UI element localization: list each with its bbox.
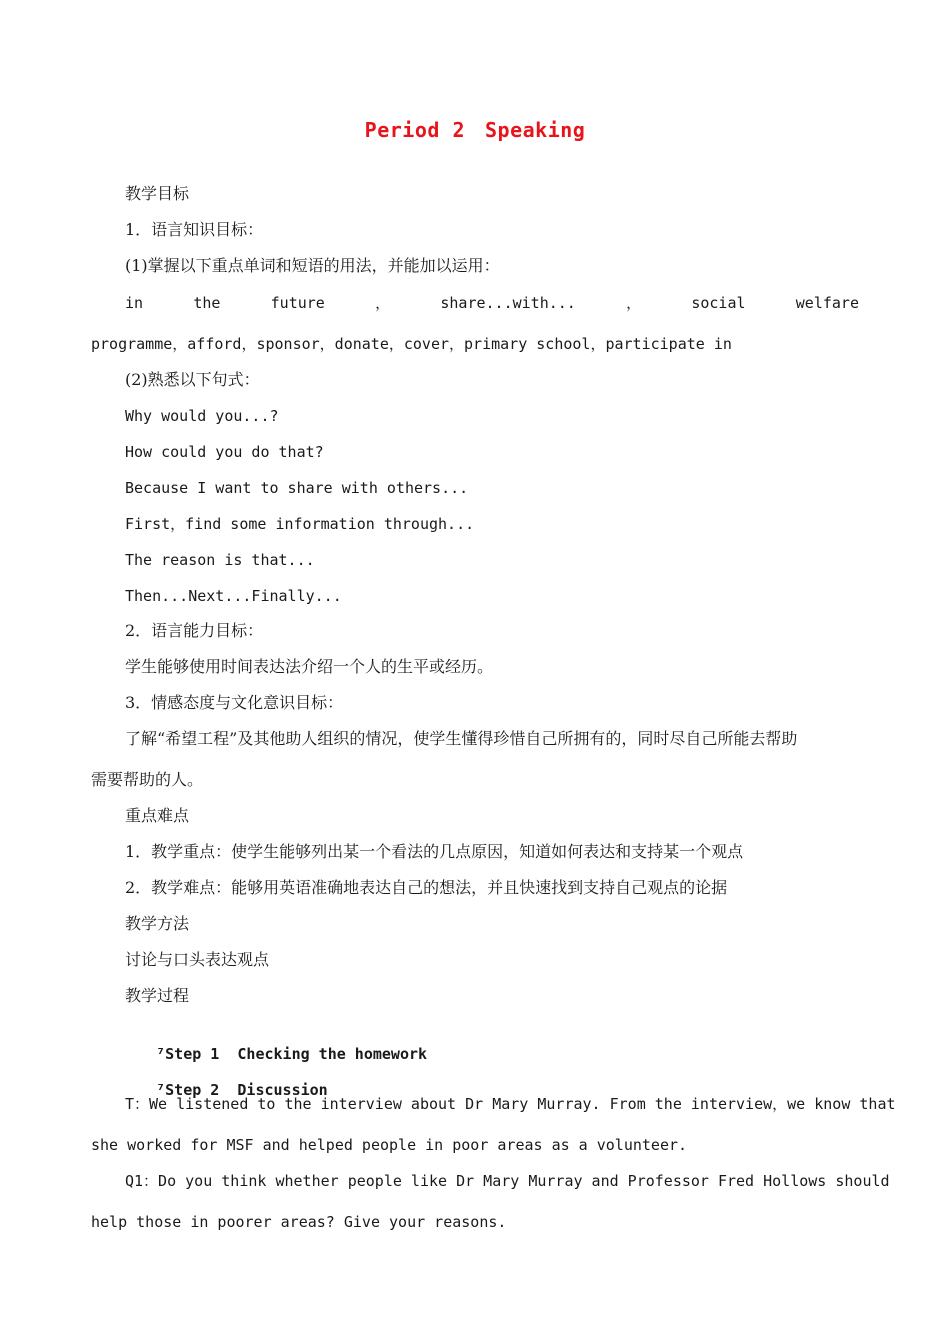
sentence-pattern: Because I want to share with others... [125,479,469,497]
vocab-word: share...with... [440,294,576,312]
teacher-line-2: she worked for MSF and helped people in poor areas as a volunteer. [91,1136,688,1154]
objective-3-heading: 3．情感态度与文化意识目标： [125,693,344,712]
objective-3-text-line-2: 需要帮助的人。 [91,770,204,789]
objective-1-sub-2: (2)熟悉以下句式： [125,370,260,389]
page-title [0,118,950,142]
vocab-line-2: programme，afford，sponsor，donate，cover，primary school，participate in [91,335,732,353]
vocab-word: social [691,294,746,312]
objective-2-heading: 2．语言能力目标： [125,621,264,640]
section-keypoints-heading: 重点难点 [125,806,190,825]
vocab-word: the [193,294,221,312]
step-2 [120,1057,328,1099]
keypoint-2: 2．教学难点：能够用英语准确地表达自己的想法，并且快速找到支持自己观点的论据 [125,878,728,897]
vocab-word: welfare [795,294,859,312]
question-1-line-1: Q1：Do you think whether people like Dr Mary Murray and Professor Fred Hollows should [125,1172,890,1190]
objective-2-text: 学生能够使用时间表达法介绍一个人的生平或经历。 [125,657,494,676]
objective-1-heading: 1．语言知识目标： [125,220,264,239]
step-1 [120,1021,428,1063]
sentence-pattern: First，find some information through... [125,515,475,533]
teacher-line-1: T：We listened to the interview about Dr Mary Murray. From the interview，we know that [125,1095,896,1113]
vocab-word: ， [626,294,642,312]
vocab-word: ， [375,294,391,312]
keypoint-1: 1．教学重点：使学生能够列出某一个看法的几点原因，知道如何表达和支持某一个观点 [125,842,744,861]
step-marker-icon: ⁷ [156,1081,166,1099]
sentence-pattern: Why would you...? [125,407,279,425]
vocab-line-1 [125,292,859,314]
section-process-heading: 教学过程 [125,986,190,1005]
step-1-label: Step 1 Checking the homework [165,1045,428,1063]
objective-1-sub-1: (1)掌握以下重点单词和短语的用法，并能加以运用： [125,256,500,275]
sentence-pattern: Then...Next...Finally... [125,587,342,605]
objective-3-text-line-1: 了解“希望工程”及其他助人组织的情况，使学生懂得珍惜自己所拥有的，同时尽自己所能去帮助 [125,729,798,748]
method-text: 讨论与口头表达观点 [125,950,270,969]
question-1-line-2: help those in poorer areas? Give your reasons. [91,1213,507,1231]
title-period: Period 2 [364,118,465,142]
step-marker-icon: ⁷ [156,1045,166,1063]
sentence-pattern: How could you do that? [125,443,324,461]
section-objectives-heading: 教学目标 [125,184,190,203]
title-speaking: Speaking [485,118,586,142]
sentence-pattern: The reason is that... [125,551,315,569]
section-methods-heading: 教学方法 [125,914,190,933]
vocab-word: future [270,294,325,312]
vocab-word: in [125,294,144,312]
step-2-label: Step 2 Discussion [165,1081,328,1099]
